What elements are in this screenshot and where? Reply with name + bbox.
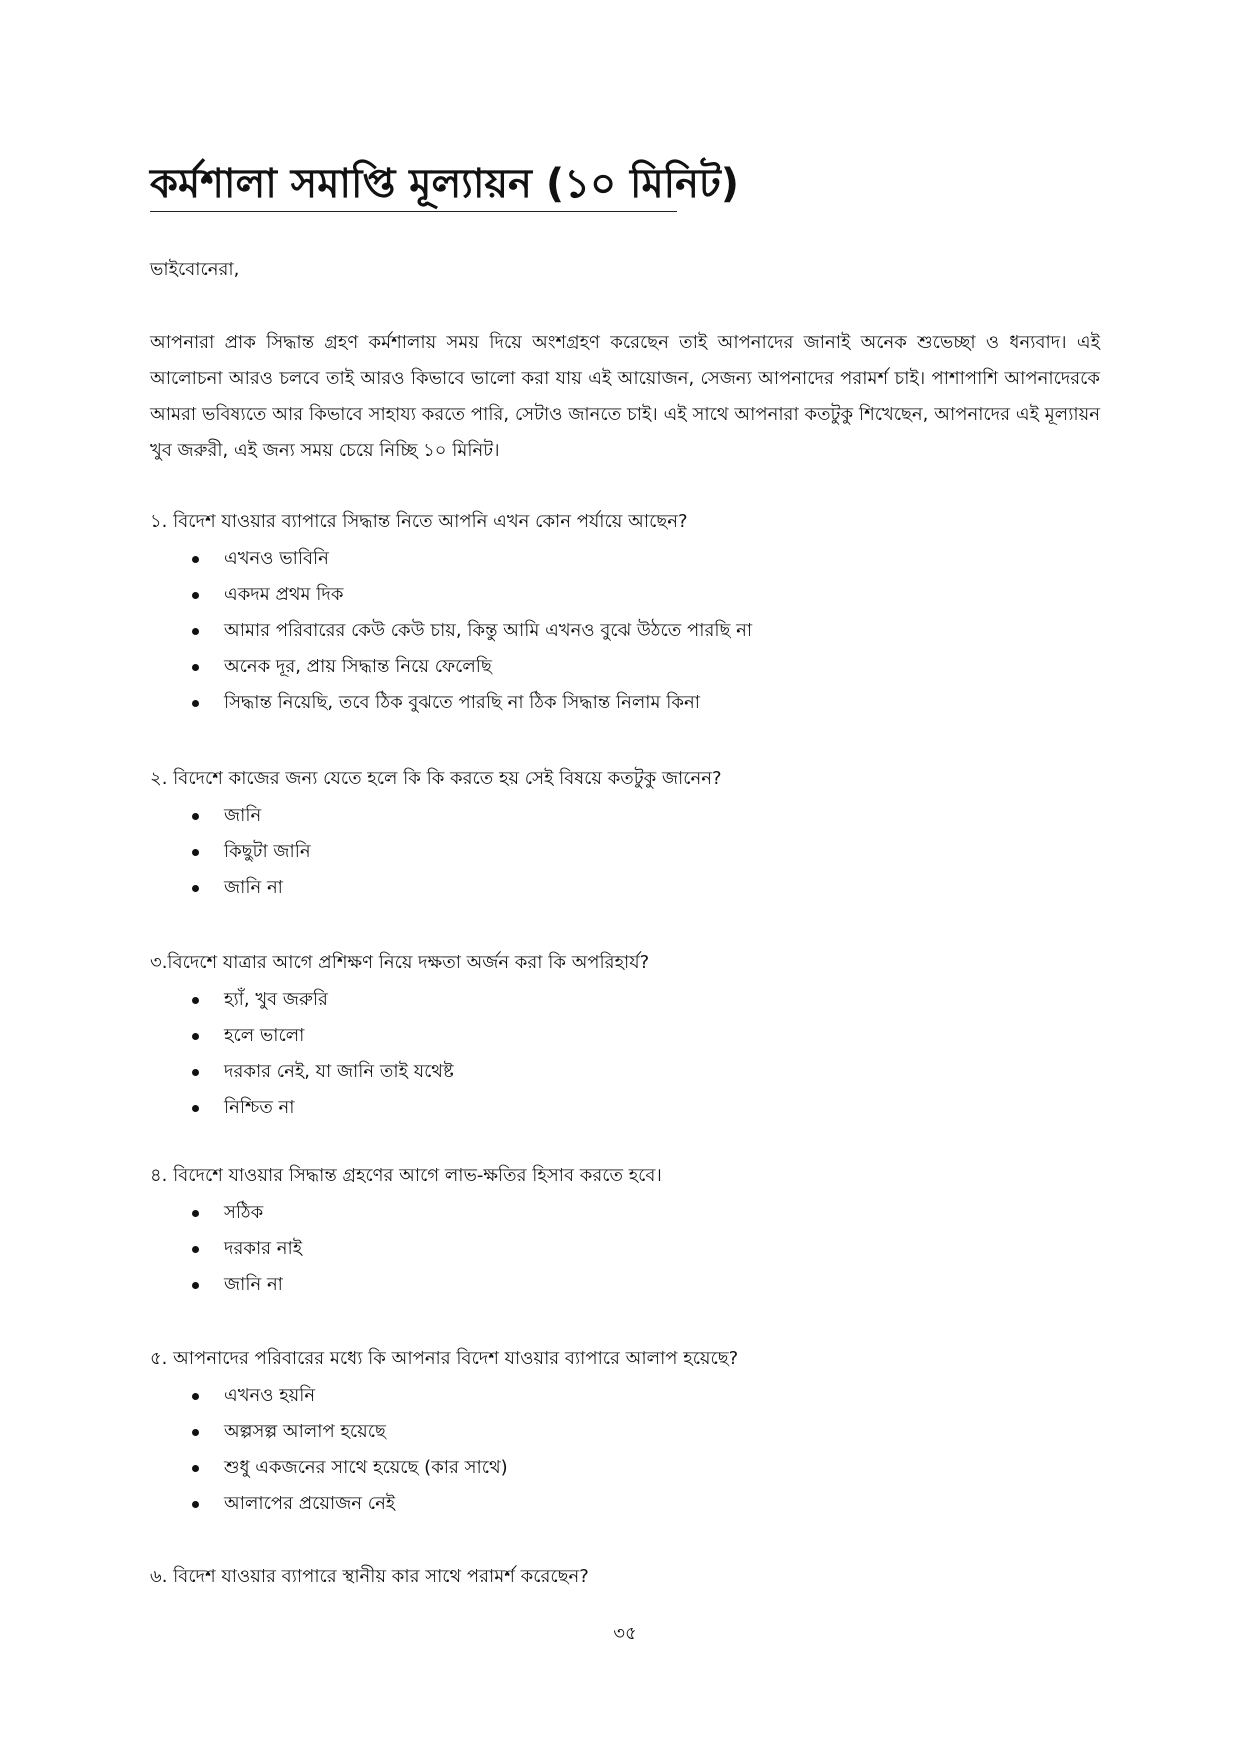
question-text: ১. বিদেশ যাওয়ার ব্যাপারে সিদ্ধান্ত নিতে আপনি এখন কোন পর্যায়ে আছেন? <box>150 511 688 532</box>
question-block-1 <box>150 509 1100 721</box>
bullet-icon <box>192 813 199 820</box>
option-item <box>150 685 1100 721</box>
option-label: সিদ্ধান্ত নিয়েছি, তবে ঠিক বুঝতে পারছি না ঠিক সিদ্ধান্ত নিলাম কিনা <box>224 692 700 713</box>
question-block-4 <box>150 1163 1100 1303</box>
question-block-5 <box>150 1346 1100 1522</box>
bullet-icon <box>192 885 199 892</box>
title-underline <box>150 211 677 212</box>
bullet-icon <box>192 1105 199 1112</box>
option-list <box>150 1378 1100 1522</box>
option-label: আমার পরিবারের কেউ কেউ চায়, কিন্তু আমি এখনও বুঝে উঠতে পারছি না <box>224 620 753 641</box>
bullet-icon <box>192 1282 199 1289</box>
question-text: ২. বিদেশে কাজের জন্য যেতে হলে কি কি করতে হয় সেই বিষয়ে কতটুকু জানেন? <box>150 768 722 789</box>
bullet-icon <box>192 700 199 707</box>
option-item <box>150 541 1100 577</box>
intro-paragraph: আপনারা প্রাক সিদ্ধান্ত গ্রহণ কর্মশালায় সময় দিয়ে অংশগ্রহণ করেছেন তাই আপনাদের জানাই অনেক শুভেচ্ছা ও ধন্যবাদ। এই আলোচনা আরও চলবে তাই আরও কিভাবে ভালো করা যায় এই আয়োজন, সেজন্য আপনাদের পরামর্শ চাই। পাশাপাশি আপনাদেরকে আমরা ভবিষ্যতে আর কিভাবে সাহায্য করতে পারি, সেটাও জানতে চাই। এই সাথে আপনারা কতটুকু শিখেছেন, আপনাদের এই মূল্যায়ন খুব জরুরী, এই জন্য সময় চেয়ে নিচ্ছি ১০ মিনিট। <box>150 332 1100 461</box>
option-label: সঠিক <box>224 1202 264 1223</box>
question-block-3 <box>150 950 1100 1126</box>
bullet-icon <box>192 1393 199 1400</box>
option-item <box>150 870 1100 906</box>
option-label: কিছুটা জানি <box>224 841 311 862</box>
greeting: ভাইবোনেরা, <box>150 259 240 280</box>
option-item <box>150 1090 1100 1126</box>
page-number: ৩৫ <box>613 1623 637 1644</box>
option-list <box>150 1195 1100 1303</box>
option-item <box>150 649 1100 685</box>
option-label: জানি <box>224 805 262 826</box>
option-label: দরকার নেই, যা জানি তাই যথেষ্ট <box>224 1061 454 1082</box>
option-label: নিশ্চিত না <box>224 1097 295 1118</box>
option-label: হ্যাঁ, খুব জরুরি <box>224 989 328 1010</box>
question-text: ৩.বিদেশে যাত্রার আগে প্রশিক্ষণ নিয়ে দক্ষতা অর্জন করা কি অপরিহার্য? <box>150 952 650 973</box>
question-block-6 <box>150 1564 1100 1596</box>
option-label: এখনও হয়নি <box>224 1385 316 1406</box>
option-list <box>150 982 1100 1126</box>
option-item <box>150 1195 1100 1231</box>
option-item <box>150 1378 1100 1414</box>
document-page <box>150 0 1100 1755</box>
question-block-2 <box>150 766 1100 906</box>
option-item <box>150 577 1100 613</box>
option-item <box>150 982 1100 1018</box>
bullet-icon <box>192 628 199 635</box>
option-item <box>150 1267 1100 1303</box>
bullet-icon <box>192 997 199 1004</box>
page-title: কর্মশালা সমাপ্তি মূল্যায়ন (১০ মিনিট) <box>150 161 740 207</box>
option-label: দরকার নাই <box>224 1238 303 1259</box>
question-text: ৪. বিদেশে যাওয়ার সিদ্ধান্ত গ্রহণের আগে লাভ-ক্ষতির হিসাব করতে হবে। <box>150 1165 662 1186</box>
option-item <box>150 1018 1100 1054</box>
option-label: অল্পসল্প আলাপ হয়েছে <box>224 1421 386 1442</box>
option-list <box>150 541 1100 721</box>
bullet-icon <box>192 592 199 599</box>
option-label: শুধু একজনের সাথে হয়েছে (কার সাথে) <box>224 1457 508 1478</box>
bullet-icon <box>192 1465 199 1472</box>
bullet-icon <box>192 664 199 671</box>
option-item <box>150 613 1100 649</box>
option-item <box>150 1450 1100 1486</box>
option-item <box>150 1231 1100 1267</box>
option-label: আলাপের প্রয়োজন নেই <box>224 1493 396 1514</box>
option-label: জানি না <box>224 877 283 898</box>
option-item <box>150 1414 1100 1450</box>
question-text: ৬. বিদেশ যাওয়ার ব্যাপারে স্থানীয় কার সাথে পরামর্শ করেছেন? <box>150 1566 589 1587</box>
bullet-icon <box>192 1069 199 1076</box>
bullet-icon <box>192 1501 199 1508</box>
option-item <box>150 798 1100 834</box>
option-label: এখনও ভাবিনি <box>224 548 329 569</box>
question-text: ৫. আপনাদের পরিবারের মধ্যে কি আপনার বিদেশ যাওয়ার ব্যাপারে আলাপ হয়েছে? <box>150 1348 739 1369</box>
bullet-icon <box>192 1429 199 1436</box>
bullet-icon <box>192 1210 199 1217</box>
option-label: একদম প্রথম দিক <box>224 584 344 605</box>
bullet-icon <box>192 1246 199 1253</box>
option-item <box>150 1054 1100 1090</box>
option-item <box>150 834 1100 870</box>
option-label: জানি না <box>224 1274 283 1295</box>
option-item <box>150 1486 1100 1522</box>
bullet-icon <box>192 849 199 856</box>
option-label: অনেক দূর, প্রায় সিদ্ধান্ত নিয়ে ফেলেছি <box>224 656 492 677</box>
bullet-icon <box>192 1033 199 1040</box>
option-list <box>150 798 1100 906</box>
option-label: হলে ভালো <box>224 1025 305 1046</box>
bullet-icon <box>192 556 199 563</box>
